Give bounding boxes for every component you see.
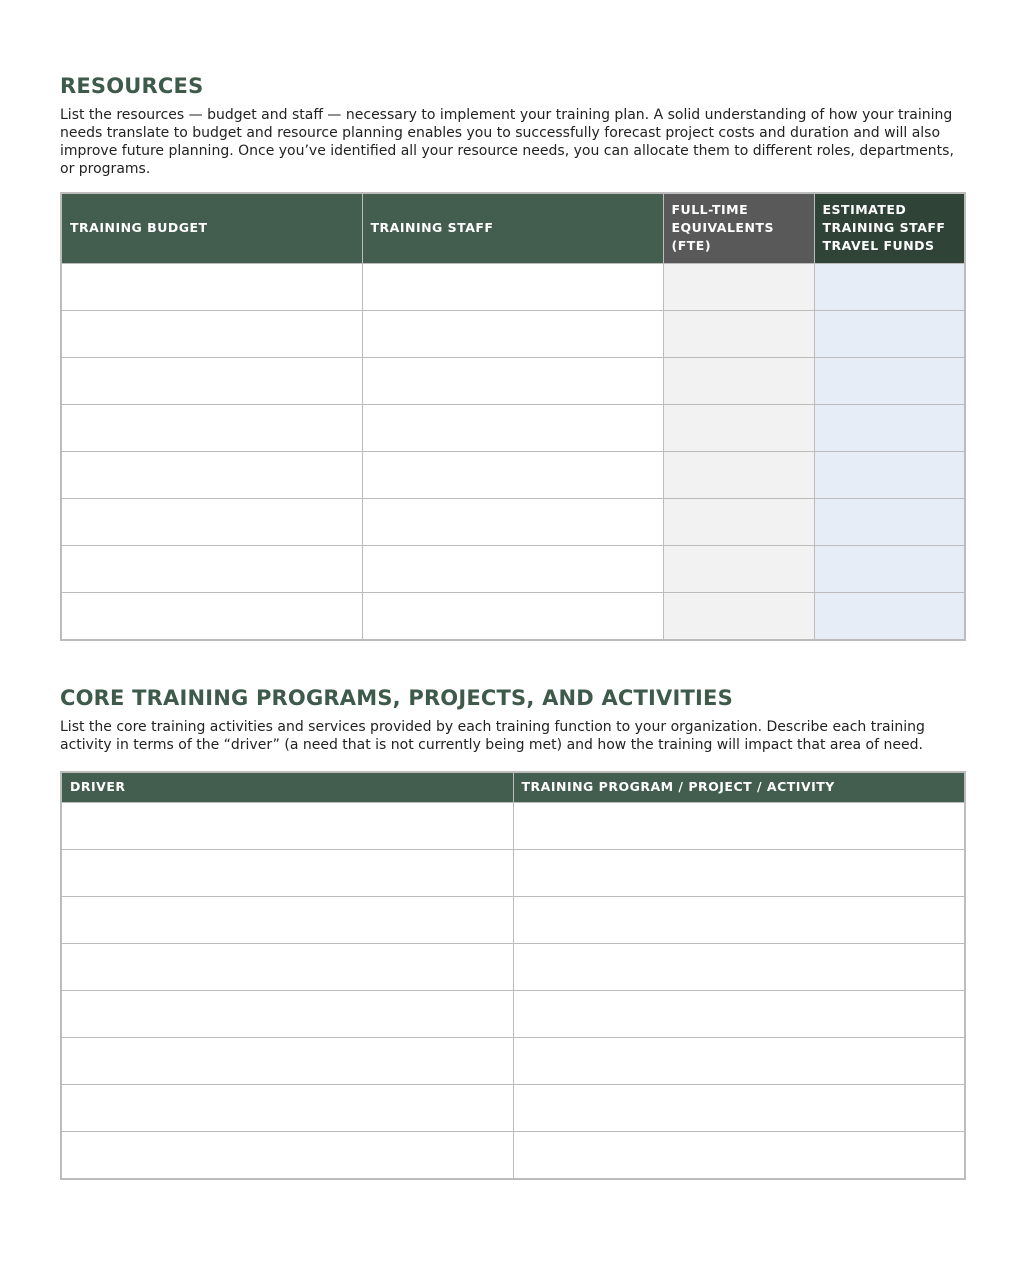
header-fte bbox=[663, 193, 814, 263]
cell-training-budget[interactable] bbox=[61, 310, 362, 357]
cell-training-staff[interactable] bbox=[362, 545, 663, 592]
cell-fte[interactable] bbox=[663, 498, 814, 545]
cell-training-staff[interactable] bbox=[362, 451, 663, 498]
resources-header-row bbox=[61, 193, 965, 263]
cell-fte[interactable] bbox=[663, 545, 814, 592]
cell-training-budget[interactable] bbox=[61, 545, 362, 592]
header-travel-line1: ESTIMATED bbox=[822, 202, 907, 218]
resources-description: List the resources — budget and staff — necessary to implement your training plan. A solid understanding of how your training needs translate to budget and resource planning enables you to successfully forecast project costs and duration and will also improve future planning. Once you’ve identified all your resource needs, you can allocate them to different roles, departments, or programs. bbox=[60, 107, 954, 177]
resources-table-row bbox=[61, 498, 965, 545]
header-travel-line2: TRAINING STAFF bbox=[822, 220, 946, 236]
core-programs-table-body bbox=[61, 802, 965, 1179]
header-driver: DRIVER bbox=[61, 772, 513, 802]
cell-travel-funds[interactable] bbox=[814, 451, 965, 498]
cell-training-staff[interactable] bbox=[362, 404, 663, 451]
cell-driver[interactable] bbox=[61, 990, 513, 1037]
resources-table-row bbox=[61, 592, 965, 640]
cell-travel-funds[interactable] bbox=[814, 498, 965, 545]
cell-travel-funds[interactable] bbox=[814, 592, 965, 640]
core-table-row bbox=[61, 990, 965, 1037]
core-table-row bbox=[61, 1037, 965, 1084]
cell-training-program[interactable] bbox=[513, 849, 965, 896]
cell-fte[interactable] bbox=[663, 310, 814, 357]
cell-fte[interactable] bbox=[663, 263, 814, 310]
cell-driver[interactable] bbox=[61, 1084, 513, 1131]
cell-driver[interactable] bbox=[61, 1037, 513, 1084]
cell-travel-funds[interactable] bbox=[814, 545, 965, 592]
core-table-row bbox=[61, 802, 965, 849]
cell-fte[interactable] bbox=[663, 404, 814, 451]
cell-training-budget[interactable] bbox=[61, 498, 362, 545]
cell-fte[interactable] bbox=[663, 592, 814, 640]
resources-table-row bbox=[61, 310, 965, 357]
cell-training-program[interactable] bbox=[513, 1131, 965, 1179]
core-table-row bbox=[61, 849, 965, 896]
cell-travel-funds[interactable] bbox=[814, 310, 965, 357]
cell-training-budget[interactable] bbox=[61, 451, 362, 498]
resources-table-row bbox=[61, 357, 965, 404]
cell-training-budget[interactable] bbox=[61, 404, 362, 451]
resources-table-row bbox=[61, 404, 965, 451]
cell-training-program[interactable] bbox=[513, 896, 965, 943]
cell-training-budget[interactable] bbox=[61, 592, 362, 640]
cell-driver[interactable] bbox=[61, 943, 513, 990]
cell-training-budget[interactable] bbox=[61, 357, 362, 404]
resources-table bbox=[60, 192, 966, 641]
cell-training-program[interactable] bbox=[513, 990, 965, 1037]
cell-training-program[interactable] bbox=[513, 802, 965, 849]
cell-driver[interactable] bbox=[61, 849, 513, 896]
cell-training-staff[interactable] bbox=[362, 357, 663, 404]
cell-training-staff[interactable] bbox=[362, 592, 663, 640]
cell-driver[interactable] bbox=[61, 896, 513, 943]
cell-training-program[interactable] bbox=[513, 1037, 965, 1084]
cell-training-staff[interactable] bbox=[362, 498, 663, 545]
header-fte-line2: EQUIVALENTS bbox=[671, 220, 774, 236]
core-table-row bbox=[61, 1084, 965, 1131]
cell-fte[interactable] bbox=[663, 451, 814, 498]
cell-driver[interactable] bbox=[61, 1131, 513, 1179]
header-travel-funds bbox=[814, 193, 965, 263]
header-training-budget: TRAINING BUDGET bbox=[61, 193, 362, 263]
core-programs-title: CORE TRAINING PROGRAMS, PROJECTS, AND ACTIVITIES bbox=[60, 686, 733, 710]
header-training-program: TRAINING PROGRAM / PROJECT / ACTIVITY bbox=[513, 772, 965, 802]
resources-table-body bbox=[61, 263, 965, 640]
header-travel-line3: TRAVEL FUNDS bbox=[822, 238, 935, 254]
cell-travel-funds[interactable] bbox=[814, 404, 965, 451]
core-programs-description: List the core training activities and services provided by each training function to your organization. Describe each training activity in terms of the “driver” (a need that is not currently being met) and how the training will impact that area of need. bbox=[60, 719, 925, 753]
core-table-row bbox=[61, 896, 965, 943]
cell-driver[interactable] bbox=[61, 802, 513, 849]
resources-table-row bbox=[61, 263, 965, 310]
cell-travel-funds[interactable] bbox=[814, 357, 965, 404]
cell-training-budget[interactable] bbox=[61, 263, 362, 310]
cell-travel-funds[interactable] bbox=[814, 263, 965, 310]
core-table-row bbox=[61, 943, 965, 990]
cell-training-staff[interactable] bbox=[362, 263, 663, 310]
core-header-row bbox=[61, 772, 965, 802]
cell-training-staff[interactable] bbox=[362, 310, 663, 357]
cell-training-program[interactable] bbox=[513, 1084, 965, 1131]
core-table-row bbox=[61, 1131, 965, 1179]
cell-training-program[interactable] bbox=[513, 943, 965, 990]
header-training-staff: TRAINING STAFF bbox=[362, 193, 663, 263]
resources-table-row bbox=[61, 451, 965, 498]
cell-fte[interactable] bbox=[663, 357, 814, 404]
core-programs-table bbox=[60, 771, 966, 1180]
resources-table-row bbox=[61, 545, 965, 592]
header-fte-line3: (FTE) bbox=[671, 238, 712, 254]
resources-title: RESOURCES bbox=[60, 74, 204, 98]
header-fte-line1: FULL-TIME bbox=[671, 202, 749, 218]
